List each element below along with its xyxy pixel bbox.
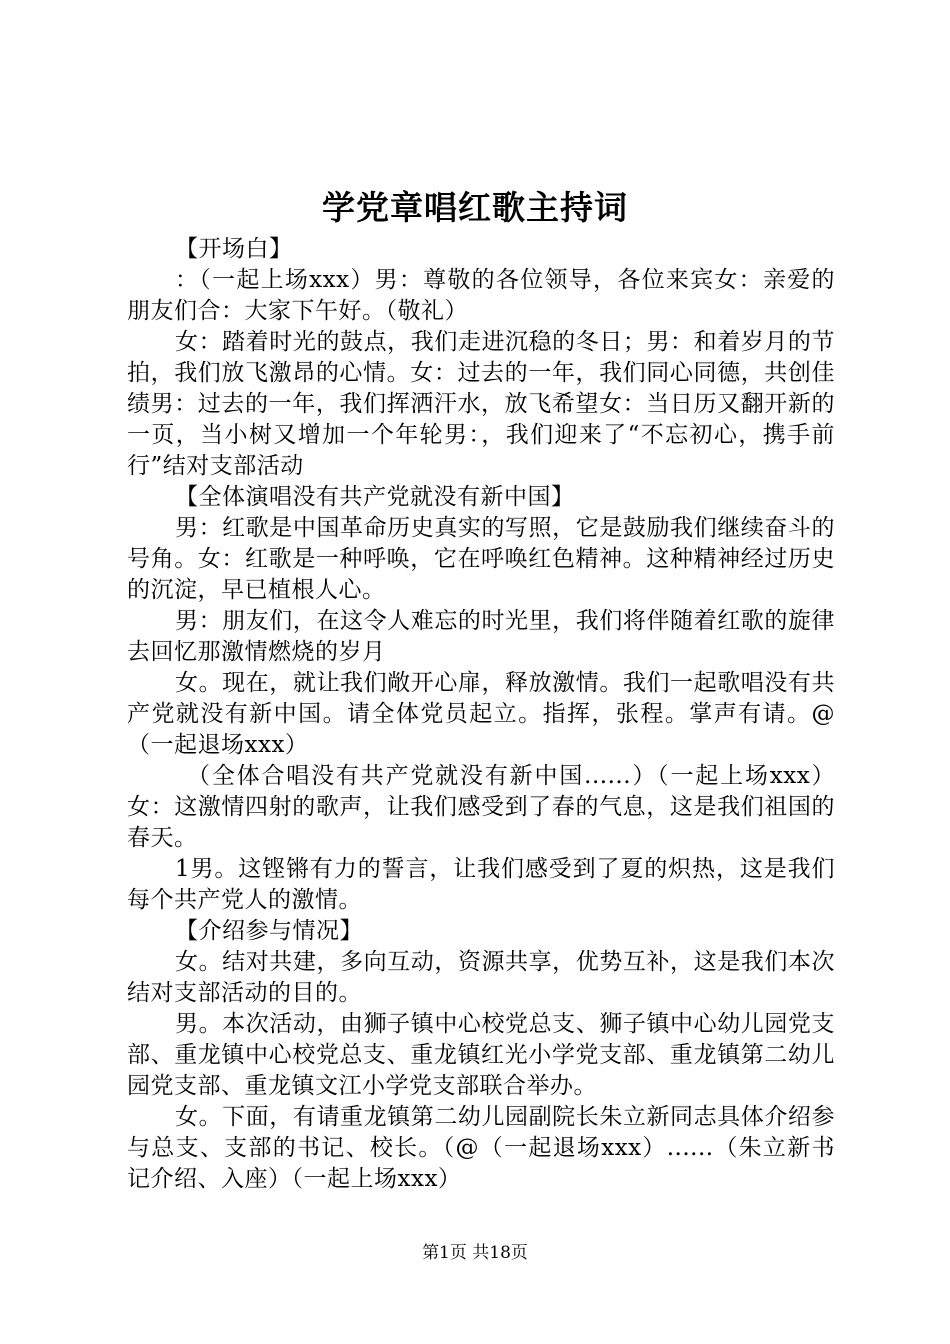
document-title: 学党章唱红歌主持词 <box>322 188 628 227</box>
paragraph: （全体合唱没有共产党就没有新中国......）（一起上场xxx）女：这激情四射的歌声，让我们感受到了春的气息，这是我们祖国的春天。 <box>127 763 835 851</box>
paragraph: 女。结对共建，多向互动，资源共享，优势互补，这是我们本次结对支部活动的目的。 <box>127 949 835 1006</box>
paragraph: 女：踏着时光的鼓点，我们走进沉稳的冬日；男：和着岁月的节拍，我们放飞激昂的心情。女：过去的一年，我们同心同德，共创佳绩男：过去的一年，我们挥洒汗水，放飞希望女：当日历又翻开新的一页，当小树又增加一个年轮男：，我们迎来了“不忘初心，携手前行”结对支部活动 <box>127 329 835 479</box>
paragraph: 女。下面，有请重龙镇第二幼儿园副院长朱立新同志具体介绍参与总支、支部的书记、校长。（@（一起退场xxx）......（朱立新书记介绍、入座）（一起上场xxx） <box>127 1104 835 1192</box>
section-heading-introduction: 【介绍参与情况】 <box>175 918 363 944</box>
paragraph: 女。现在，就让我们敞开心扉，释放激情。我们一起歌唱没有共产党就没有新中国。请全体党员起立。指挥，张程。掌声有请。@（一起退场xxx） <box>127 670 835 758</box>
paragraph: 男：红歌是中国革命历史真实的写照，它是鼓励我们继续奋斗的号角。女：红歌是一种呼唤，它在呼唤红色精神。这种精神经过历史的沉淀，早已植根人心。 <box>127 515 835 603</box>
section-heading-opening: 【开场白】 <box>175 236 293 262</box>
page-number-footer: 第1页 共18页 <box>422 1243 528 1263</box>
section-heading-chorus: 【全体演唱没有共产党就没有新中国】 <box>175 484 575 510</box>
paragraph: 男：朋友们，在这令人难忘的时光里，我们将伴随着红歌的旋律去回忆那激情燃烧的岁月 <box>127 608 835 665</box>
document-body <box>127 234 835 1195</box>
paragraph: 男。本次活动，由狮子镇中心校党总支、狮子镇中心幼儿园党支部、重龙镇中心校党总支、重龙镇红光小学党支部、重龙镇第二幼儿园党支部、重龙镇文江小学党支部联合举办。 <box>127 1011 835 1099</box>
paragraph: ：（一起上场xxx）男：尊敬的各位领导，各位来宾女：亲爱的朋友们合：大家下午好。（敬礼） <box>127 267 835 324</box>
paragraph: 1男。这铿锵有力的誓言，让我们感受到了夏的炽热，这是我们每个共产党人的激情。 <box>127 856 835 913</box>
